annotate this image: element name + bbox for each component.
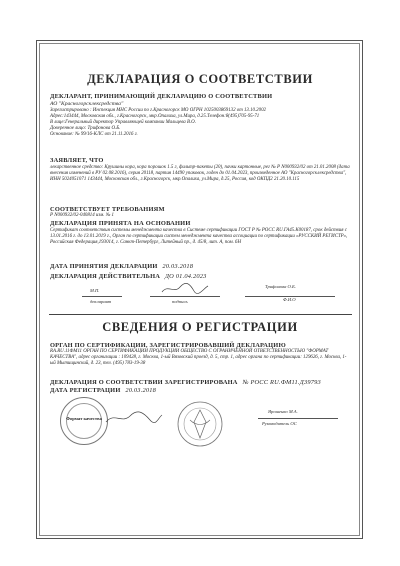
- requirements-heading: СООТВЕТСТВУЕТ ТРЕБОВАНИЯМ: [50, 206, 165, 213]
- signer-name: Трифонова О.Б.: [265, 284, 296, 289]
- page-title: ДЕКЛАРАЦИЯ О СООТВЕТСТВИИ: [87, 72, 313, 86]
- sign-caption: подпись: [172, 299, 188, 304]
- accepted-date-label: ДАТА ПРИНЯТИЯ ДЕКЛАРАЦИИ: [50, 263, 158, 270]
- section-divider: [49, 314, 352, 315]
- registration-title: СВЕДЕНИЯ О РЕГИСТРАЦИИ: [102, 320, 298, 334]
- signature-line: [150, 296, 220, 297]
- claims-text: лекарственное средство: Крушины кора, кора порошок 1.5 г, фильтр-пакеты (20), пачки картонные, рег № Р N000932/02 от 21.01.2008 (дата внесения изменений в РУ 02.08.2016), серия 20118, партия 14490 упаковок, годен до 01.04.2023, произведенное АО "Красногорсклексредства", ИНН 5024051071 143444, Московская обл., г.Красногорск, мкр.Опалиха, ул.Мира, д.25, Россия, код ОКПД2 21.20.10.115: [50, 165, 350, 182]
- organ-signer-caption: Руководитель ОС: [262, 421, 297, 426]
- declarant-heading: ДЕКЛАРАНТ, ПРИНИМАЮЩИЙ ДЕКЛАРАЦИЮ О СООТВЕТСТВИИ: [50, 93, 273, 100]
- declarant-line2: Адрес:143444, Московская обл., г.Красногорск, мкр.Опалиха, ул.Мира, д.25.Телефон:8(495)705-95-71: [50, 114, 260, 119]
- reg-date-row: [50, 387, 156, 394]
- accepted-date-row: [50, 263, 193, 270]
- basis-text: Сертификат соответствия системы менеджмента качества в Системе сертификации ГОСТ Р № РОСС RU.ГА45.К00187, срок действия с 13.01.2016 г. до 13.01.2019 г., Орган по сертификации систем менеджмента качества ассоциации по сертификации «РУССКИЙ РЕГИСТР», Российская Федерация,193014, г. Санкт-Петербург, Литейный пр., д. 45/8, лит. А, пом. 6Н: [50, 228, 348, 245]
- declarant-name: АО "Красногорсклексредства": [50, 101, 124, 107]
- accepted-date-value: 20.03.2018: [162, 263, 194, 270]
- organ-seal: [60, 397, 108, 445]
- organ-signer-name: Ярошенко М.А.: [268, 409, 298, 414]
- valid-date-value: ДО 01.04.2023: [164, 273, 207, 280]
- declarant-block: [50, 101, 350, 138]
- reg-date: 20.03.2018: [125, 387, 157, 394]
- declarant-line: [82, 296, 122, 297]
- requirements-ref: Р N000932/02-040814 изм. № 1: [50, 213, 114, 218]
- claims-heading: ЗАЯВЛЯЕТ, ЧТО: [50, 157, 104, 164]
- declarant-line5: Основание: № 99/16-КЛС от 21.11.2016 г.: [50, 132, 138, 137]
- declarant-caption: декларант: [90, 299, 112, 304]
- mp-label: М.П.: [90, 288, 100, 293]
- emblem-seal: [176, 400, 224, 448]
- reg-label: ДЕКЛАРАЦИЯ О СООТВЕТСТВИИ ЗАРЕГИСТРИРОВАНА: [50, 379, 238, 386]
- organ-signature: [104, 410, 164, 426]
- valid-date-row: [50, 273, 207, 280]
- declarant-line4: Доверенное лицо: Трифонова О.Б.: [50, 126, 121, 131]
- declarant-line3: В лице:Генеральный директор Управляющей компании Мальцева В.О.: [50, 120, 196, 125]
- fio-caption: Ф.И.О: [283, 297, 296, 302]
- declarant-line1: Зарегистрировано : Инспекция МНС России по г.Красногорск МО ОГРН 1025003869132 от 13.10.2002: [50, 108, 266, 113]
- reg-row: [50, 379, 321, 386]
- organ-text: RA.RU.11ФМ11 ОРГАН ПО СЕРТИФИКАЦИИ ПРОДУКЦИИ ОБЩЕСТВО С ОГРАНИЧЕННОЙ ОТВЕТСТВЕННОСТЬЮ "ФОРМАТ КАЧЕСТВА", адрес организации : 109428, г. Москва, 1-ый Вязовский проезд, д. 5, стр. 1, адрес органа по сертификации: 129626, г. Москва, 1-ый Мытищинский, д. 23, тел. (495) 783-19-38: [50, 349, 347, 366]
- organ-heading: ОРГАН ПО СЕРТИФИКАЦИИ, ЗАРЕГИСТРИРОВАВШИЙ ДЕКЛАРАЦИЮ: [50, 342, 286, 349]
- seal-text: Формат качества: [66, 416, 102, 421]
- reg-date-label: ДАТА РЕГИСТРАЦИИ: [50, 387, 121, 394]
- signature-scribble: [160, 282, 210, 296]
- valid-date-label: ДЕКЛАРАЦИЯ ДЕЙСТВИТЕЛЬНА: [50, 273, 161, 280]
- basis-heading: ДЕКЛАРАЦИЯ ПРИНЯТА НА ОСНОВАНИИ: [50, 220, 191, 227]
- reg-number: № РОСС RU.ФМ11.Д39793: [242, 379, 321, 386]
- organ-signer-line: [258, 418, 338, 419]
